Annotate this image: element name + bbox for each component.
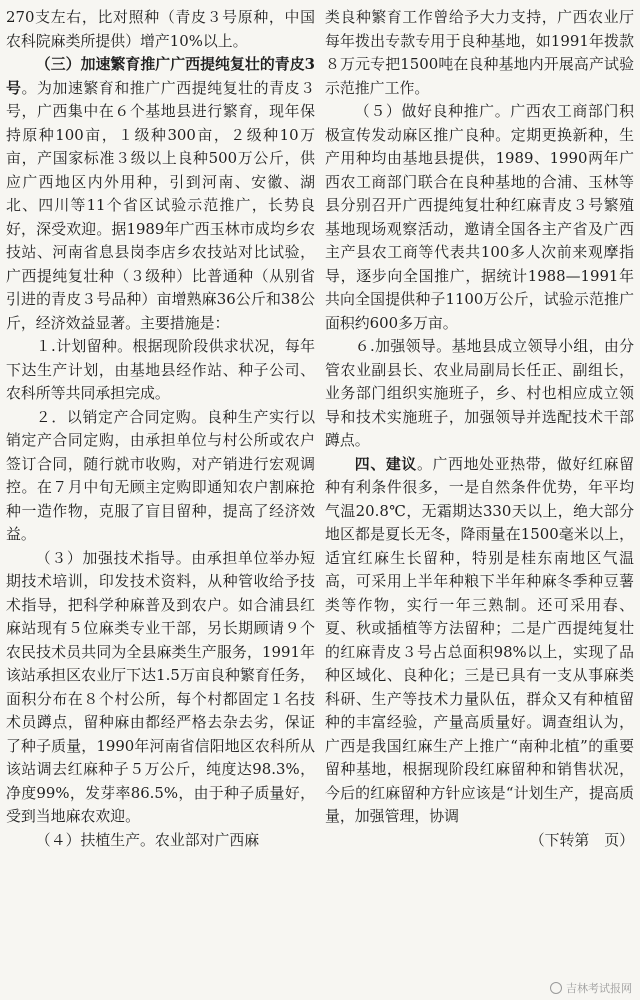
measure-2-paragraph: ２．以销定产合同定购。良种生产实行以销定产合同定购，由承担单位与村公所或农户签订合同，随行就市收购，对产销进行宏观调控。在７月中旬无顾主定购即通知农户割麻抢种一造作物，克服了盲目留种，提高了经济效益。 <box>6 407 315 543</box>
measure-6-paragraph: ６.加强领导。基地县成立领导小组，由分管农业副县长、农业局副局长任正、副组长，业务部门组织实施班子，乡、村也相应成立领导和技术实施班子，加强领导并选配技术干部蹲点。 <box>325 337 634 449</box>
measure-4-continued: 类良种繁育工作曾给予大力支持，广西农业厅每年拨出专款专用于良种基地，如1991年拨款８万元专把1500吨在良种基地内开展高产试验示范推广工作。 <box>325 8 634 97</box>
section-four-body: 。广西地处亚热带，做好红麻留种有利条件很多，一是自然条件优势，年平均气温20.8℃，无霜期达330天以上，绝大部分地区都是夏长无冬，降雨量在1500毫米以上，适宜红麻生长留种，特别是桂东南地区气温高，可采用上半年种粮下半年种麻冬季种豆薯类等作物，实行一年三熟制。还可采用春、夏、秋或插植等方法留种；二是广西提纯复壮的红麻青皮３号占总面积98%以上，实现了品种区域化、良种化；三是已具有一支从事麻类科研、生产等技术力量队伍，群众又有种植留种的丰富经验，产量高质量好。调查组认为，广西是我国红麻生产上推广“南种北植”的重要留种基地，根据现阶段红麻留种和销售状况，今后的红麻留种方针应该是“计划生产，提高质量，加强管理，协调 <box>325 454 634 825</box>
watermark-text: 吉林考试报网 <box>566 982 632 995</box>
section-four-heading: 四、建议 <box>354 454 417 473</box>
measure-1-paragraph: １.计划留种。根据现阶段供求状况，每年下达生产计划，由基地县经作站、种子公司、农科所等共同承担完成。 <box>6 337 315 402</box>
left-column <box>6 6 315 852</box>
continued-on-note: （下转第 页） <box>529 830 634 849</box>
section-three-body: 。为加速繁育和推广广西提纯复壮的青皮３号，广西集中在６个基地县进行繁育，现年保持原种100亩，１级种300亩，２级种10万亩，产国家标准３级以上良种500万公斤，供应广西地区内外用种，引到河南、安徽、湖北、四川等11个省区试验示范推广，长势良好，深受欢迎。据1989年广西玉林市成均乡农技站、河南省息县岗李店乡农技站对比试验，广西提纯复壮种（３级种）比普通种（从别省引进的青皮３号品种）亩增熟麻36公斤和38公斤，经济效益显著。主要措施是： <box>6 78 315 332</box>
paragraph-continued: 270支左右，比对照种（青皮３号原种，中国农科院麻类所提供）增产10%以上。 <box>6 8 315 50</box>
right-column <box>325 6 634 852</box>
section-four-paragraph <box>325 453 634 829</box>
section-three-heading: （三）加速繁育推广广西提纯复壮的青皮3号 <box>6 55 315 97</box>
measure-4-paragraph: （４）扶植生产。农业部对广西麻 <box>35 830 260 849</box>
watermark <box>550 980 632 996</box>
measure-3-paragraph: （３）加强技术指导。由承担单位举办短期技术培训，印发技术资料，从种管收给予技术指导，把科学种麻普及到农户。如合浦县红麻站现有５位麻类专业干部，另长期顾请９个农民技术员共同为全县麻类生产服务，1991年该站承担区农业厅下达1.5万亩良种繁育任务，面积分布在８个村公所，每个村都固定１名技术员蹲点，留种麻由都经严格去杂去劣，保证了种子质量，1990年河南省信阳地区农科所从该站调去红麻种子５万公斤，纯度达98.3%，净度99%，发芽率86.5%，由于种子质量好，受到当地麻农欢迎。 <box>6 548 315 825</box>
watermark-logo-icon <box>550 982 562 994</box>
measure-5-paragraph: （５）做好良种推广。广西农工商部门积极宣传发动麻区推广良种。定期更换新种，生产用种均由基地县提供，1989、1990两年广西农工商部门联合在良种基地的合浦、玉林等县分别召开广西提纯复壮种红麻青皮３号繁殖基地现场观察活动，邀请全国各主产省及广西主产县农工商等代表共100多人次前来观摩指导，逐步向全国推广，据统计1988—1991年共向全国提供种子1100万公斤，试验示范推广面积约600多万亩。 <box>325 102 634 332</box>
two-column-body <box>6 6 634 852</box>
section-three-paragraph <box>6 53 315 335</box>
